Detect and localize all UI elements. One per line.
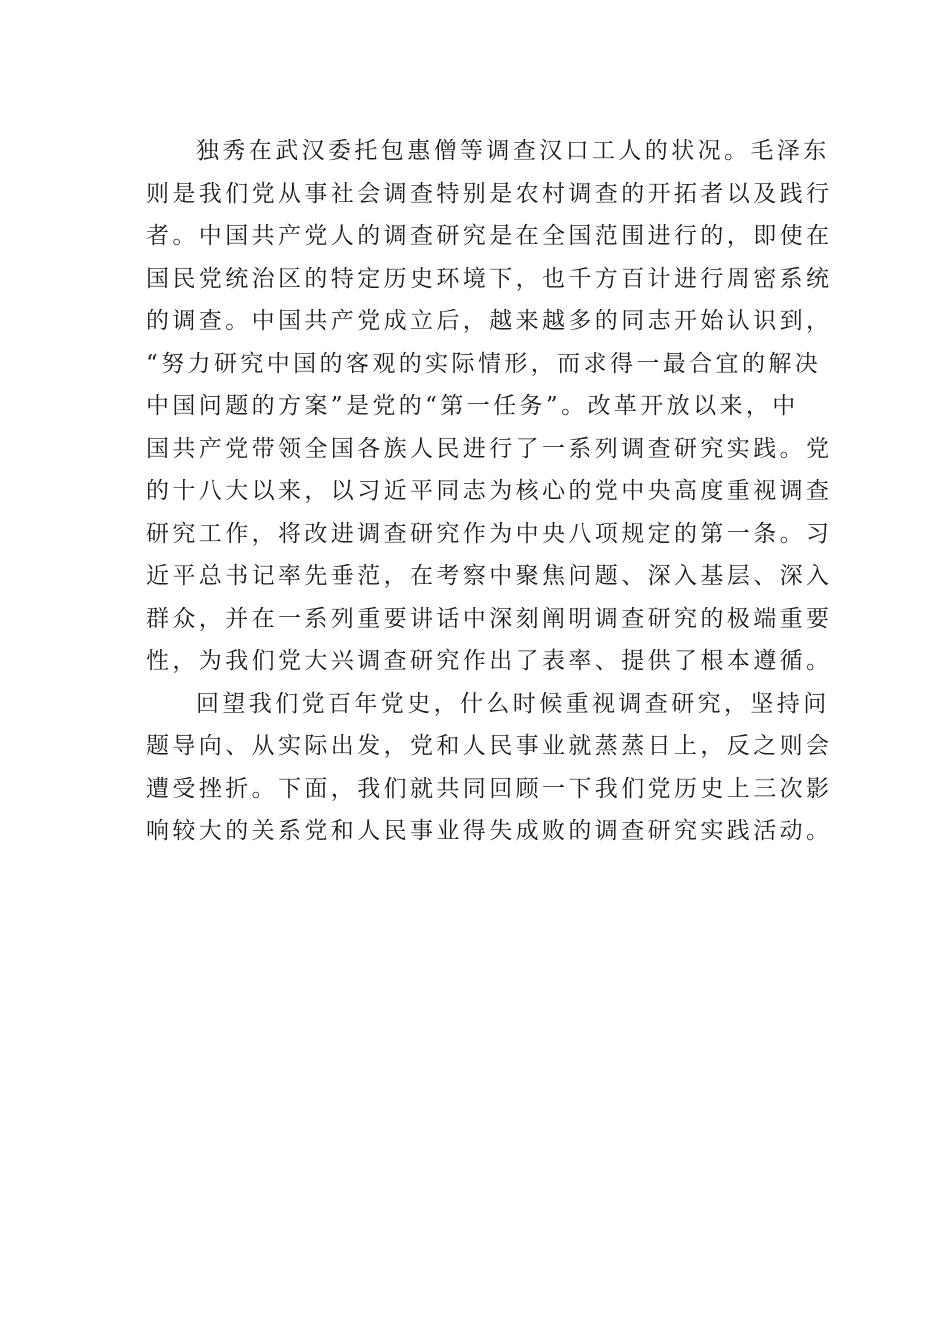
paragraph-2	[146, 683, 833, 853]
text-line: 群众，并在一系列重要讲话中深刻阐明调查研究的极端重要	[146, 605, 833, 632]
text-line: 独秀在武汉委托包惠僧等调查汉口工人的状况。毛泽东	[196, 138, 830, 164]
text-line: 研究工作，将改进调查研究作为中央八项规定的第一条。习	[146, 520, 833, 547]
text-line: 题导向、从实际出发，党和人民事业就蒸蒸日上，反之则会	[146, 733, 833, 759]
text-line: 响较大的关系党和人民事业得失成败的调查研究实践活动。	[146, 818, 833, 844]
text-line: 性，为我们党大兴调查研究作出了表率、提供了根本遵循。	[146, 648, 833, 674]
text-line: 国民党统治区的特定历史环境下，也千方百计进行周密系统	[146, 265, 833, 292]
text-line: 则是我们党从事社会调查特别是农村调查的开拓者以及践行	[146, 180, 833, 207]
text-line: 的调查。中国共产党成立后，越来越多的同志开始认识到，	[146, 308, 833, 334]
body-text	[146, 130, 833, 853]
text-line: 遭受挫折。下面，我们就共同回顾一下我们党历史上三次影	[146, 775, 833, 802]
text-line: 中国问题的方案”是党的“第一任务”。改革开放以来，中	[146, 393, 799, 419]
text-line: 回望我们党百年党史，什么时候重视调查研究，坚持问	[196, 690, 830, 717]
text-line: 近平总书记率先垂范，在考察中聚焦问题、深入基层、深入	[146, 563, 833, 589]
text-line: 者。中国共产党人的调查研究是在全国范围进行的，即使在	[146, 223, 833, 249]
text-line: “努力研究中国的客观的实际情形，而求得一最合宜的解决	[146, 350, 822, 377]
text-line: 国共产党带领全国各族人民进行了一系列调查研究实践。党	[146, 435, 833, 462]
text-line: 的十八大以来，以习近平同志为核心的党中央高度重视调查	[146, 478, 833, 504]
paragraph-1	[146, 130, 833, 683]
